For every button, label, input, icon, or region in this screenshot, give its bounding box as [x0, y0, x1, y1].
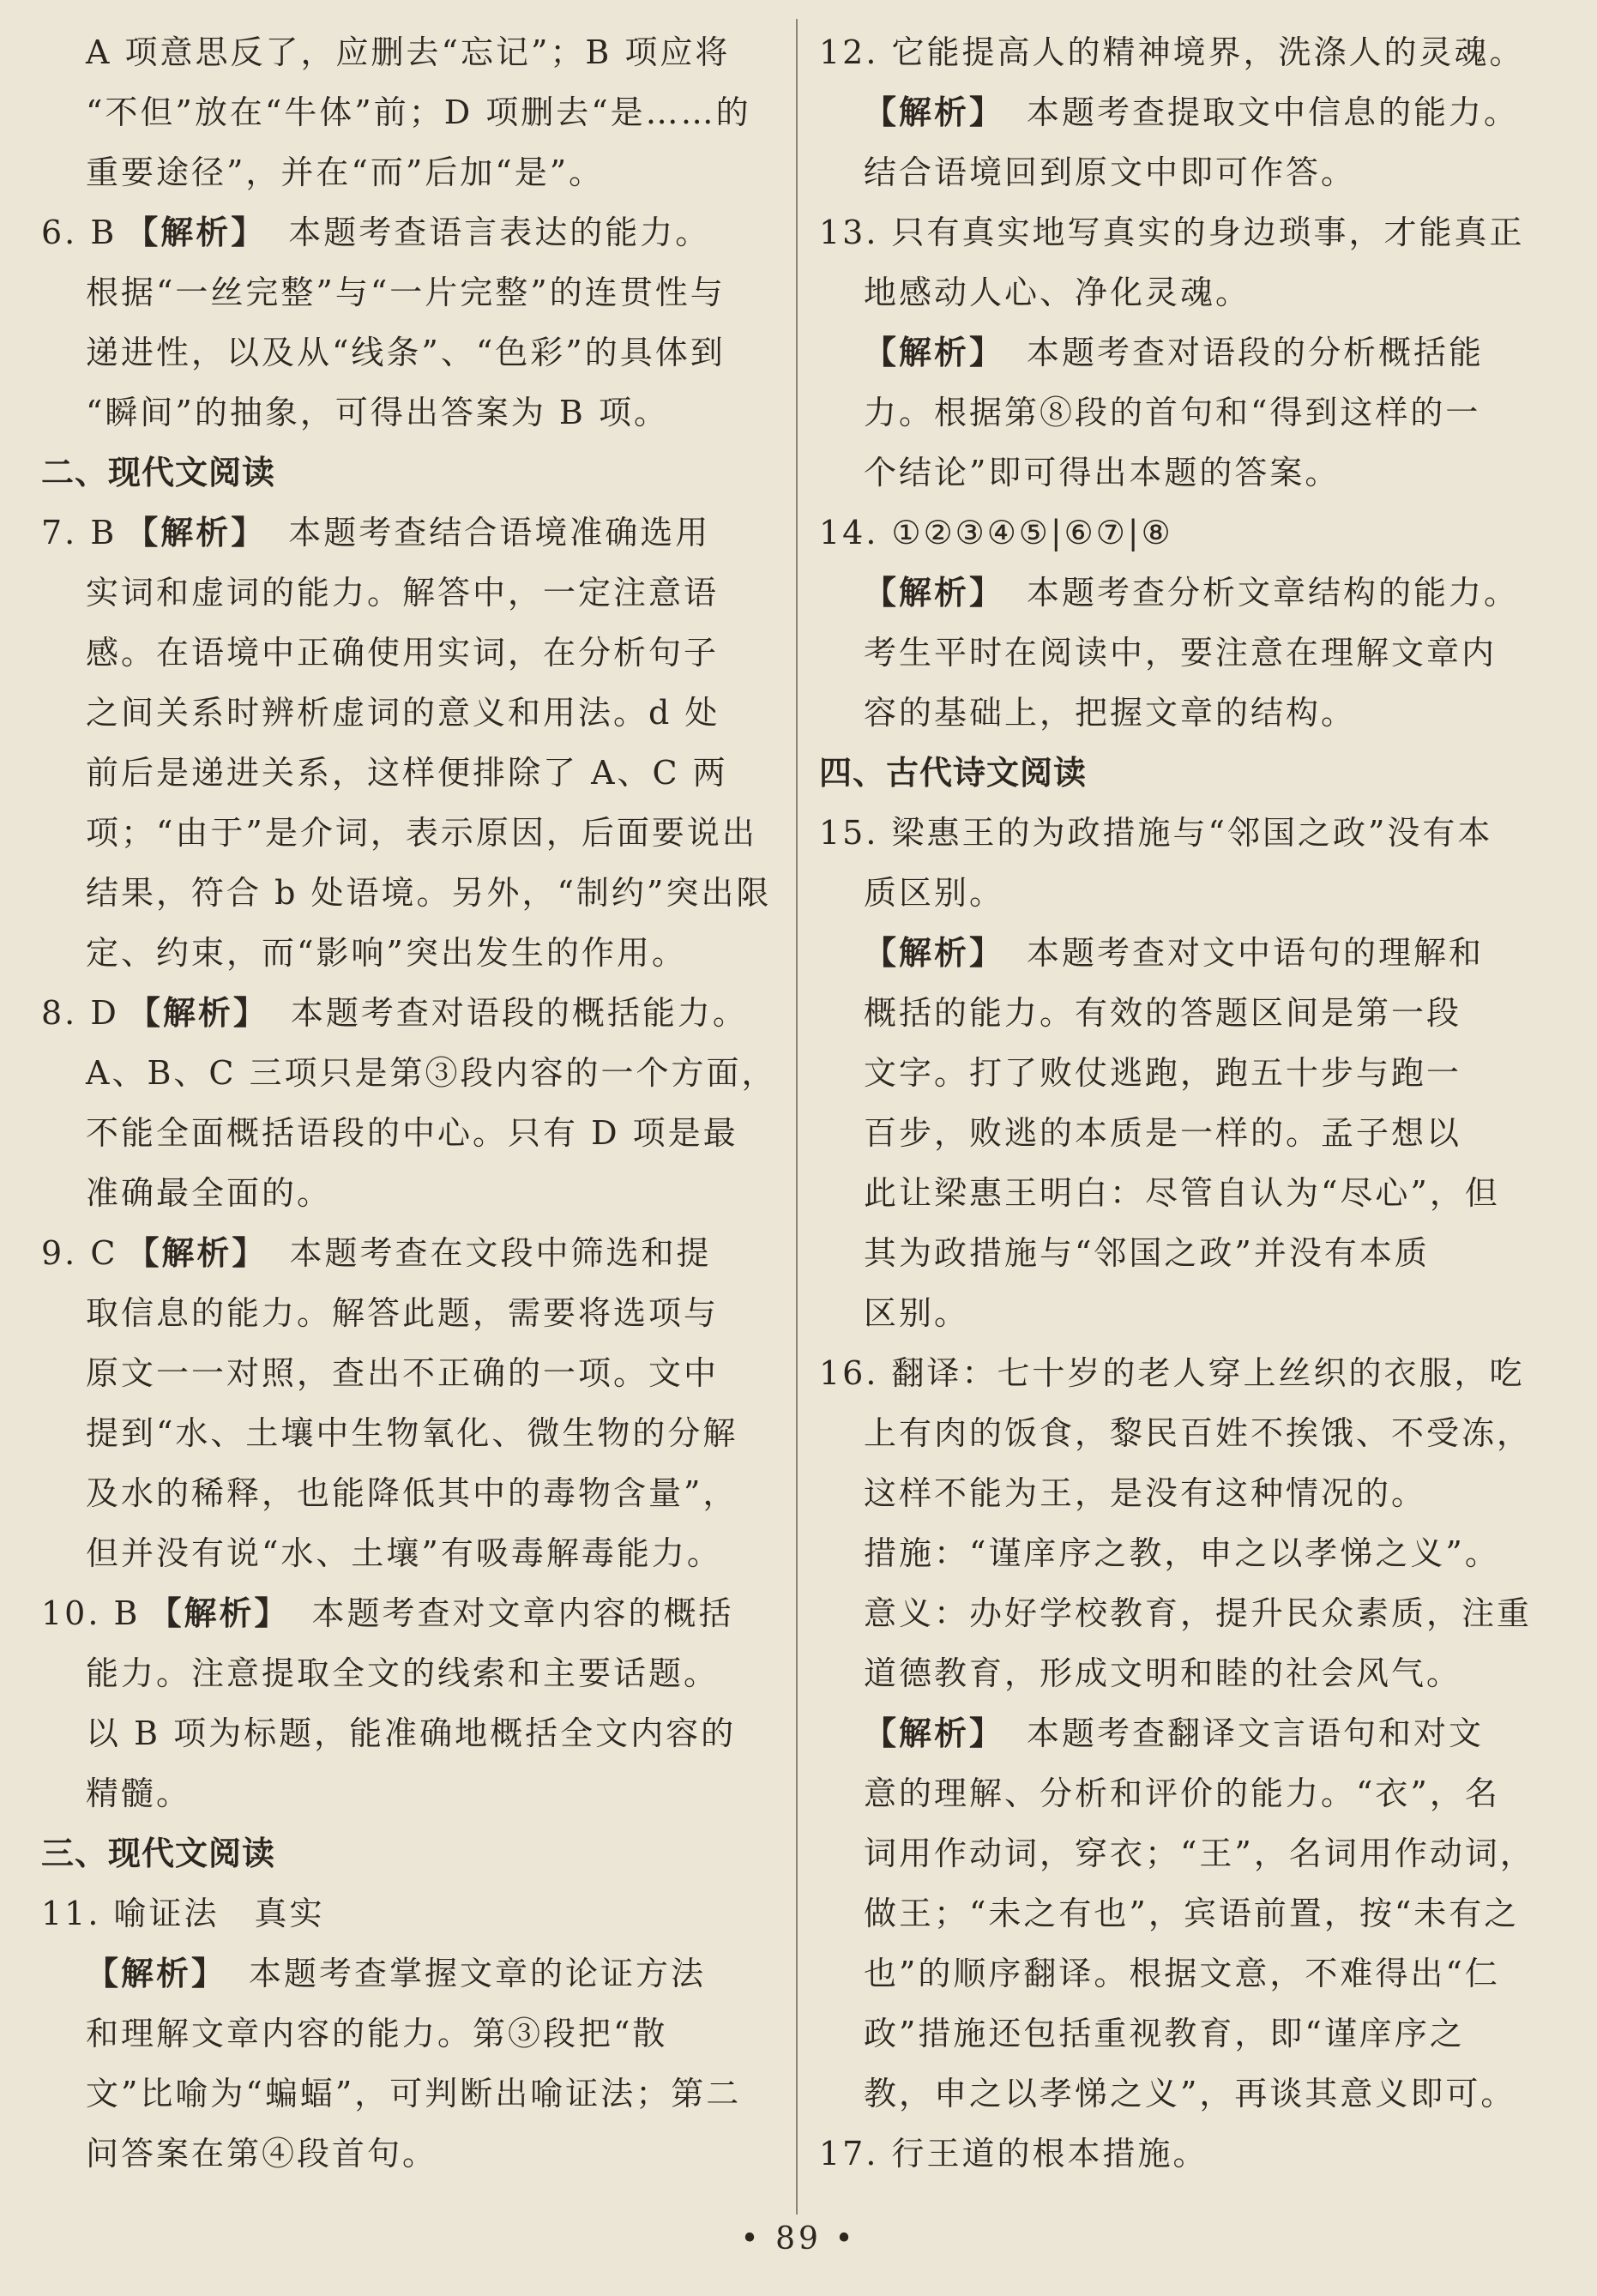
text-line: 感。在语境中正确使用实词，在分析句子 — [86, 634, 720, 672]
text-line: 和理解文章内容的能力。第③段把“散 — [86, 2015, 668, 2052]
text-line: 其为政措施与“邻国之政”并没有本质 — [864, 1234, 1430, 1272]
analysis-line — [41, 1943, 780, 2004]
section-heading: 四、古代诗文阅读 — [819, 754, 1088, 792]
text-line: 准确最全面的。 — [86, 1174, 333, 1212]
text-line: 措施：“谨庠序之教，申之以孝悌之义”。 — [864, 1534, 1500, 1572]
page-number: • 89 • — [740, 2221, 857, 2257]
answer-11 — [41, 1883, 780, 1943]
text-line: 递进性，以及从“线条”、“色彩”的具体到 — [86, 334, 726, 371]
text-line: 根据“一丝完整”与“一片完整”的连贯性与 — [86, 274, 726, 311]
analysis-text: 本题考查对文中语句的理解和 — [1027, 934, 1485, 972]
analysis-text: 本题考查对语段的分析概括能 — [1027, 334, 1485, 371]
answer-16 — [819, 1343, 1555, 1403]
text-line: 重要途径”，并在“而”后加“是”。 — [86, 154, 605, 191]
text-line: 地感动人心、净化灵魂。 — [864, 274, 1251, 311]
text-line: 文字。打了败仗逃跑，跑五十步与跑一 — [864, 1054, 1462, 1092]
text-line: 意的理解、分析和评价的能力。“衣”，名 — [864, 1775, 1500, 1812]
analysis-line — [819, 322, 1555, 383]
left-column — [41, 22, 780, 2184]
text-line: 及水的稀释，也能降低其中的毒物含量”， — [86, 1474, 738, 1512]
text-line: “不但”放在“牛体”前；D 项删去“是……的 — [86, 93, 751, 131]
text-line: 上有肉的饭食，黎民百姓不挨饿、不受冻， — [864, 1414, 1533, 1452]
answer-12 — [819, 22, 1555, 82]
question-number: 11. — [41, 1895, 101, 1932]
question-number: 10. B — [41, 1594, 141, 1632]
analysis-line — [819, 1703, 1555, 1763]
analysis-tag: 【解析】 — [148, 1594, 290, 1632]
text-line: A 项意思反了，应删去“忘记”；B 项应将 — [86, 33, 731, 71]
analysis-text: 本题考查分析文章结构的能力。 — [1027, 574, 1520, 612]
answer-14 — [819, 503, 1555, 563]
text-line: 结果，符合 b 处语境。另外，“制约”突出限 — [86, 874, 772, 912]
text-line: 概括的能力。有效的答题区间是第一段 — [864, 994, 1462, 1032]
text-line: 意义：办好学校教育，提升民众素质，注重 — [864, 1594, 1533, 1632]
answer-10 — [41, 1583, 780, 1643]
analysis-tag: 【解析】 — [125, 214, 267, 251]
text-line: 区别。 — [864, 1294, 970, 1332]
text-line: 精髓。 — [86, 1775, 192, 1812]
text-line: 考生平时在阅读中，要注意在理解文章内 — [864, 634, 1498, 672]
question-number: 6. B — [41, 214, 118, 251]
analysis-text: 本题考查对语段的概括能力。 — [290, 994, 748, 1032]
text-line: 前后是递进关系，这样便排除了 A、C 两 — [86, 754, 728, 792]
text-line: 实词和虚词的能力。解答中，一定注意语 — [86, 574, 720, 612]
text-line: 取信息的能力。解答此题，需要将选项与 — [86, 1294, 720, 1332]
analysis-line — [819, 563, 1555, 623]
text-line: 能力。注意提取全文的线索和主要话题。 — [86, 1654, 720, 1692]
question-number: 16. — [819, 1354, 879, 1392]
text-line: 但并没有说“水、土壤”有吸毒解毒能力。 — [86, 1534, 722, 1572]
analysis-text: 本题考查语言表达的能力。 — [288, 214, 711, 251]
analysis-text: 本题考查在文段中筛选和提 — [289, 1234, 712, 1272]
text-line: “瞬间”的抽象，可得出答案为 B 项。 — [86, 394, 669, 431]
question-number: 7. B — [41, 514, 118, 551]
analysis-tag: 【解析】 — [127, 994, 268, 1032]
text-line: 之间关系时辨析虚词的意义和用法。d 处 — [86, 694, 720, 732]
analysis-tag: 【解析】 — [864, 334, 1005, 371]
analysis-tag: 【解析】 — [126, 1234, 268, 1272]
answer-7 — [41, 503, 780, 563]
question-number: 8. D — [41, 994, 119, 1032]
answer-text: 只有真实地写真实的身边琐事，才能真正 — [891, 214, 1525, 251]
section-heading: 二、现代文阅读 — [41, 454, 276, 491]
text-line: 力。根据第⑧段的首句和“得到这样的一 — [864, 394, 1481, 431]
text-line: 百步，败逃的本质是一样的。孟子想以 — [864, 1114, 1462, 1152]
text-line: 不能全面概括语段的中心。只有 D 项是最 — [86, 1114, 738, 1152]
right-column — [819, 22, 1555, 2184]
analysis-tag: 【解析】 — [864, 1714, 1005, 1752]
question-number: 15. — [819, 814, 879, 852]
text-line: 这样不能为王，是没有这种情况的。 — [864, 1474, 1427, 1512]
text-line: 此让梁惠王明白：尽管自认为“尽心”，但 — [864, 1174, 1500, 1212]
answer-text: 梁惠王的为政措施与“邻国之政”没有本 — [891, 814, 1493, 852]
answer-17 — [819, 2124, 1555, 2184]
text-line: 项；“由于”是介词，表示原因，后面要说出 — [86, 814, 757, 852]
section-heading: 三、现代文阅读 — [41, 1835, 276, 1872]
text-line: 文”比喻为“蝙蝠”，可判断出喻证法；第二 — [86, 2075, 742, 2112]
text-line: A、B、C 三项只是第③段内容的一个方面， — [86, 1054, 777, 1092]
analysis-tag: 【解析】 — [86, 1955, 227, 1992]
answer-text: 喻证法 真实 — [113, 1895, 325, 1932]
answer-9 — [41, 1223, 780, 1283]
text-line: 容的基础上，把握文章的结构。 — [864, 694, 1357, 732]
text-line: 提到“水、土壤中生物氧化、微生物的分解 — [86, 1414, 738, 1452]
question-number: 14. — [819, 514, 879, 551]
text-line: 问答案在第④段首句。 — [86, 2135, 438, 2172]
text-line: 也”的顺序翻译。根据文意，不难得出“仁 — [864, 1955, 1500, 1992]
text-line: 以 B 项为标题，能准确地概括全文内容的 — [86, 1714, 737, 1752]
question-number: 9. C — [41, 1234, 118, 1272]
text-line: 教，申之以孝悌之义”，再谈其意义即可。 — [864, 2075, 1516, 2112]
analysis-text: 本题考查对文章内容的概括 — [311, 1594, 734, 1632]
answer-text: 翻译：七十岁的老人穿上丝织的衣服，吃 — [891, 1354, 1525, 1392]
question-number: 12. — [819, 33, 879, 71]
text-line: 原文一一对照，查出不正确的一项。文中 — [86, 1354, 720, 1392]
analysis-text: 本题考查提取文中信息的能力。 — [1027, 93, 1520, 131]
analysis-tag: 【解析】 — [864, 93, 1005, 131]
answer-6 — [41, 202, 780, 262]
question-number: 17. — [819, 2135, 879, 2172]
text-line: 定、约束，而“影响”突出发生的作用。 — [86, 934, 687, 972]
text-line: 政”措施还包括重视教育，即“谨庠序之 — [864, 2015, 1465, 2052]
question-number: 13. — [819, 214, 879, 251]
analysis-line — [819, 82, 1555, 142]
text-line: 个结论”即可得出本题的答案。 — [864, 454, 1341, 491]
analysis-line — [819, 923, 1555, 983]
answer-text: 行王道的根本措施。 — [891, 2135, 1208, 2172]
answer-13 — [819, 202, 1555, 262]
text-line: 做王；“未之有也”，宾语前置，按“未有之 — [864, 1895, 1520, 1932]
answer-text: 它能提高人的精神境界，洗涤人的灵魂。 — [891, 33, 1525, 71]
answer-8 — [41, 983, 780, 1043]
analysis-tag: 【解析】 — [864, 574, 1005, 612]
text-line: 结合语境回到原文中即可作答。 — [864, 154, 1357, 191]
analysis-tag: 【解析】 — [864, 934, 1005, 972]
analysis-text: 本题考查掌握文章的论证方法 — [249, 1955, 707, 1992]
column-divider — [796, 19, 798, 2215]
text-line: 词用作动词，穿衣；“王”，名词用作动词， — [864, 1835, 1535, 1872]
answer-text: ①②③④⑤|⑥⑦|⑧ — [891, 514, 1173, 551]
analysis-text: 本题考查结合语境准确选用 — [288, 514, 711, 551]
text-line: 质区别。 — [864, 874, 1005, 912]
analysis-text: 本题考查翻译文言语句和对文 — [1027, 1714, 1485, 1752]
text-line: 道德教育，形成文明和睦的社会风气。 — [864, 1654, 1462, 1692]
analysis-tag: 【解析】 — [125, 514, 267, 551]
answer-15 — [819, 803, 1555, 863]
